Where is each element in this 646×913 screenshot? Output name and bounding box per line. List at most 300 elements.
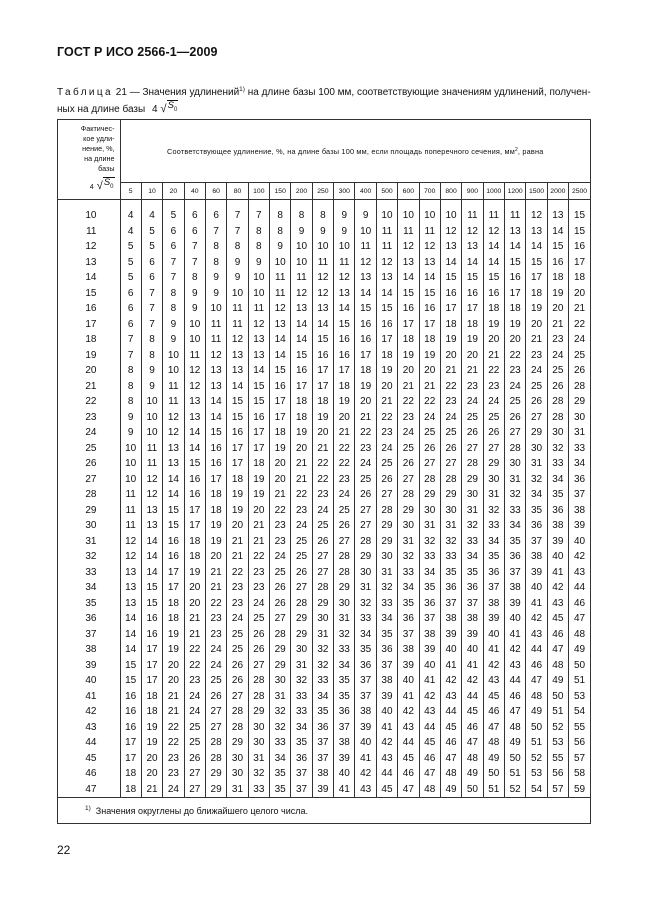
elongation-value-cell: 53 <box>573 690 586 702</box>
elongation-value-cell: 15 <box>205 425 226 441</box>
elongation-value-cell: 12 <box>462 224 483 240</box>
elongation-value-cell: 11 <box>355 239 376 255</box>
elongation-value-cell: 17 <box>334 363 355 379</box>
elongation-value-cell: 37 <box>291 782 312 798</box>
elongation-value-cell: 49 <box>462 766 483 782</box>
elongation-value-cell: 25 <box>355 472 376 488</box>
elongation-value-cell: 23 <box>205 627 226 643</box>
elongation-value-cell: 9 <box>355 208 376 224</box>
elongation-value-cell: 19 <box>205 534 226 550</box>
elongation-value-cell: 36 <box>291 751 312 767</box>
formula-coef: 4 <box>151 103 158 115</box>
elongation-value-cell: 19 <box>376 363 397 379</box>
elongation-value-cell: 49 <box>547 673 568 689</box>
elongation-value-cell: 58 <box>573 768 586 780</box>
elongation-value-cell: 37 <box>526 534 547 550</box>
elongation-value-cell: 27 <box>205 720 226 736</box>
elongation-value-cell: 16 <box>184 472 205 488</box>
elongation-value-cell: 18 <box>291 394 312 410</box>
elongation-value-cell: 26 <box>547 379 568 395</box>
elongation-value-cell: 27 <box>355 503 376 519</box>
elongation-value-cell: 20 <box>141 766 162 782</box>
elongation-value-cell: 19 <box>419 348 440 364</box>
elongation-value-cell: 45 <box>398 751 419 767</box>
elongation-value-cell: 41 <box>355 751 376 767</box>
elongation-value-cell: 31 <box>573 427 586 439</box>
elongation-value-cell: 15 <box>573 225 586 237</box>
elongation-value-cell: 34 <box>462 549 483 565</box>
elongation-value-cell: 32 <box>291 673 312 689</box>
elongation-value-cell: 22 <box>504 348 525 364</box>
elongation-value-cell: 14 <box>334 301 355 317</box>
elongation-value-cell: 30 <box>547 425 568 441</box>
elongation-value-cell: 29 <box>334 580 355 596</box>
elongation-value-cell: 33 <box>398 565 419 581</box>
elongation-value-cell: 41 <box>398 689 419 705</box>
elongation-value-cell: 10 <box>227 286 248 302</box>
elongation-value-cell: 33 <box>483 518 504 534</box>
elongation-value-cell: 52 <box>526 751 547 767</box>
elongation-value-cell: 33 <box>355 611 376 627</box>
elongation-value-cell: 17 <box>248 441 269 457</box>
elongation-value-cell: 9 <box>184 301 205 317</box>
elongation-value-cell: 11 <box>120 487 141 503</box>
elongation-value-cell: 24 <box>312 503 333 519</box>
elongation-value-cell: 19 <box>163 642 184 658</box>
elongation-value-cell: 5 <box>120 270 141 286</box>
elongation-value-cell: 32 <box>312 642 333 658</box>
table-row <box>58 456 590 472</box>
elongation-value-cell: 6 <box>120 286 141 302</box>
elongation-value-cell: 25 <box>248 611 269 627</box>
elongation-value-cell: 22 <box>163 720 184 736</box>
elongation-value-cell: 19 <box>227 487 248 503</box>
elongation-value-cell: 8 <box>270 208 291 224</box>
elongation-value-cell: 39 <box>547 534 568 550</box>
elongation-value-cell: 14 <box>547 224 568 240</box>
elongation-value-cell: 35 <box>526 503 547 519</box>
elongation-value-cell: 14 <box>376 286 397 302</box>
elongation-value-cell: 17 <box>419 317 440 333</box>
elongation-value-cell: 16 <box>120 704 141 720</box>
elongation-value-cell: 28 <box>334 565 355 581</box>
elongation-value-cell: 27 <box>205 704 226 720</box>
elongation-value-cell: 19 <box>163 627 184 643</box>
elongation-value-cell: 13 <box>312 301 333 317</box>
elongation-value-cell: 16 <box>120 720 141 736</box>
elongation-value-cell: 10 <box>291 239 312 255</box>
elongation-value-cell: 20 <box>334 410 355 426</box>
elongation-value-cell: 7 <box>141 286 162 302</box>
elongation-value-cell: 12 <box>312 286 333 302</box>
elongation-value-cell: 26 <box>462 425 483 441</box>
elongation-value-cell: 8 <box>120 363 141 379</box>
elongation-value-cell: 13 <box>291 301 312 317</box>
elongation-value-cell: 18 <box>270 425 291 441</box>
elongation-value-cell: 13 <box>398 255 419 271</box>
elongation-value-cell: 33 <box>270 735 291 751</box>
elongation-value-cell: 34 <box>483 534 504 550</box>
elongation-value-cell: 20 <box>163 673 184 689</box>
elongation-value-cell: 13 <box>120 565 141 581</box>
elongation-value-cell: 47 <box>462 735 483 751</box>
elongation-value-cell: 46 <box>526 658 547 674</box>
elongation-value-cell: 17 <box>141 658 162 674</box>
elongation-value-cell: 40 <box>504 611 525 627</box>
elongation-value-cell: 4 <box>120 208 141 224</box>
elongation-value-cell: 33 <box>419 549 440 565</box>
elongation-value-cell: 42 <box>483 658 504 674</box>
table-row <box>58 301 590 317</box>
elongation-value-cell: 43 <box>504 658 525 674</box>
elongation-value-cell: 17 <box>163 580 184 596</box>
elongation-value-cell: 40 <box>376 704 397 720</box>
elongation-value-cell: 21 <box>184 627 205 643</box>
elongation-value-cell: 13 <box>163 456 184 472</box>
elongation-value-cell: 37 <box>419 611 440 627</box>
elongation-value-cell: 39 <box>573 520 586 532</box>
elongation-value-cell: 25 <box>573 349 586 361</box>
actual-elongation-cell: 46 <box>58 766 120 782</box>
elongation-value-cell: 7 <box>163 270 184 286</box>
elongation-value-cell: 39 <box>398 658 419 674</box>
elongation-value-cell: 10 <box>163 348 184 364</box>
area-header-cell: 150 <box>270 183 291 200</box>
elongation-value-cell: 14 <box>248 363 269 379</box>
elongation-value-cell: 12 <box>526 208 547 224</box>
elongation-value-cell: 15 <box>227 410 248 426</box>
elongation-value-cell: 15 <box>355 301 376 317</box>
elongation-value-cell: 5 <box>120 255 141 271</box>
elongation-value-cell: 7 <box>141 317 162 333</box>
elongation-value-cell: 6 <box>184 224 205 240</box>
elongation-value-cell: 22 <box>483 363 504 379</box>
elongation-value-cell: 38 <box>504 580 525 596</box>
actual-elongation-cell: 39 <box>58 658 120 674</box>
elongation-value-cell: 26 <box>355 487 376 503</box>
page-number: 22 <box>57 843 71 857</box>
table-row <box>58 410 590 426</box>
elongation-value-cell: 11 <box>398 224 419 240</box>
elongation-value-cell: 8 <box>120 379 141 395</box>
elongation-value-cell: 37 <box>398 627 419 643</box>
elongation-value-cell: 18 <box>205 487 226 503</box>
elongation-value-cell: 14 <box>483 239 504 255</box>
elongation-value-cell: 25 <box>504 394 525 410</box>
elongation-value-cell: 21 <box>547 317 568 333</box>
elongation-value-cell: 22 <box>270 503 291 519</box>
elongation-value-cell: 36 <box>526 518 547 534</box>
elongation-value-cell: 23 <box>355 441 376 457</box>
elongation-value-cell: 23 <box>334 472 355 488</box>
elongation-value-cell: 15 <box>120 658 141 674</box>
elongation-value-cell: 8 <box>120 394 141 410</box>
area-header-cell: 900 <box>462 183 483 200</box>
elongation-value-cell: 45 <box>462 704 483 720</box>
elongation-value-cell: 20 <box>526 317 547 333</box>
elongation-value-cell: 59 <box>573 783 586 795</box>
elongation-value-cell: 45 <box>440 720 461 736</box>
area-header-cell: 20 <box>163 183 184 200</box>
elongation-value-cell: 26 <box>334 518 355 534</box>
actual-elongation-cell: 34 <box>58 580 120 596</box>
elongation-value-cell: 22 <box>312 456 333 472</box>
elongation-value-cell: 29 <box>483 456 504 472</box>
elongation-value-cell: 24 <box>398 425 419 441</box>
elongation-value-cell: 28 <box>547 410 568 426</box>
elongation-value-cell: 19 <box>462 332 483 348</box>
elongation-value-cell: 31 <box>291 658 312 674</box>
elongation-value-cell: 17 <box>440 301 461 317</box>
elongation-value-cell: 21 <box>270 487 291 503</box>
elongation-value-cell: 18 <box>163 596 184 612</box>
table-row <box>58 534 590 550</box>
elongation-value-cell: 35 <box>504 534 525 550</box>
elongation-value-cell: 15 <box>291 348 312 364</box>
elongation-value-cell: 17 <box>141 673 162 689</box>
elongation-value-cell: 40 <box>419 658 440 674</box>
table-row <box>58 549 590 565</box>
elongation-value-cell: 17 <box>205 472 226 488</box>
actual-elongation-cell: 27 <box>58 472 120 488</box>
elongation-value-cell: 27 <box>526 410 547 426</box>
elongation-value-cell: 40 <box>334 766 355 782</box>
area-header-row <box>58 183 590 200</box>
table-row <box>58 286 590 302</box>
elongation-value-cell: 27 <box>184 782 205 798</box>
elongation-value-cell: 21 <box>163 704 184 720</box>
elongation-value-cell: 26 <box>483 425 504 441</box>
elongation-value-cell: 35 <box>376 627 397 643</box>
elongation-value-cell: 15 <box>483 270 504 286</box>
elongation-value-cell: 14 <box>398 270 419 286</box>
elongation-value-cell: 14 <box>141 549 162 565</box>
elongation-value-cell: 12 <box>419 239 440 255</box>
elongation-value-cell: 36 <box>462 580 483 596</box>
elongation-value-cell: 24 <box>163 782 184 798</box>
elongation-value-cell: 10 <box>120 456 141 472</box>
elongation-value-cell: 14 <box>120 611 141 627</box>
elongation-value-cell: 11 <box>334 255 355 271</box>
elongation-value-cell: 43 <box>483 673 504 689</box>
elongation-value-cell: 39 <box>334 751 355 767</box>
area-header-cell: 800 <box>440 183 461 200</box>
elongation-value-cell: 25 <box>227 642 248 658</box>
elongation-value-cell: 37 <box>291 766 312 782</box>
elongation-value-cell: 32 <box>419 534 440 550</box>
elongation-value-cell: 33 <box>547 456 568 472</box>
elongation-value-cell: 21 <box>398 379 419 395</box>
elongation-value-cell: 10 <box>270 255 291 271</box>
elongation-value-cell: 33 <box>291 689 312 705</box>
elongation-value-cell: 12 <box>355 255 376 271</box>
elongation-value-cell: 17 <box>376 332 397 348</box>
elongation-value-cell: 11 <box>227 317 248 333</box>
elongation-value-cell: 8 <box>141 332 162 348</box>
elongation-value-cell: 24 <box>419 410 440 426</box>
table-row <box>58 704 590 720</box>
elongation-value-cell: 28 <box>355 534 376 550</box>
elongation-value-cell: 9 <box>334 208 355 224</box>
actual-elongation-cell: 22 <box>58 394 120 410</box>
elongation-value-cell: 38 <box>547 518 568 534</box>
elongation-value-cell: 30 <box>462 487 483 503</box>
elongation-value-cell: 14 <box>227 379 248 395</box>
elongation-value-cell: 36 <box>440 580 461 596</box>
elongation-value-cell: 54 <box>573 706 586 718</box>
elongation-value-cell: 11 <box>462 208 483 224</box>
elongation-value-cell: 57 <box>573 752 586 764</box>
elongation-value-cell: 10 <box>184 317 205 333</box>
elongation-value-cell: 24 <box>483 394 504 410</box>
elongation-value-cell: 32 <box>334 627 355 643</box>
elongation-value-cell: 16 <box>355 332 376 348</box>
elongation-value-cell: 40 <box>355 735 376 751</box>
elongation-value-cell: 47 <box>573 613 586 625</box>
elongation-value-cell: 17 <box>184 503 205 519</box>
area-header-cell: 2500 <box>569 183 590 200</box>
elongation-value-cell: 24 <box>205 642 226 658</box>
actual-elongation-cell: 41 <box>58 689 120 705</box>
elongation-value-cell: 21 <box>440 363 461 379</box>
elongation-value-cell: 40 <box>440 642 461 658</box>
elongation-value-cell: 29 <box>440 487 461 503</box>
elongation-value-cell: 12 <box>248 317 269 333</box>
elongation-value-cell: 18 <box>163 611 184 627</box>
elongation-value-cell: 13 <box>205 363 226 379</box>
table-row <box>58 379 590 395</box>
elongation-value-cell: 32 <box>376 580 397 596</box>
elongation-value-cell: 31 <box>398 534 419 550</box>
elongation-value-cell: 41 <box>376 720 397 736</box>
elongation-value-cell: 17 <box>504 286 525 302</box>
elongation-value-cell: 28 <box>440 472 461 488</box>
elongation-value-cell: 14 <box>205 394 226 410</box>
elongation-value-cell: 47 <box>440 751 461 767</box>
elongation-value-cell: 36 <box>504 549 525 565</box>
elongation-value-cell: 24 <box>184 689 205 705</box>
elongation-value-cell: 8 <box>312 208 333 224</box>
elongation-value-cell: 37 <box>355 689 376 705</box>
elongation-value-cell: 51 <box>504 766 525 782</box>
elongation-value-cell: 14 <box>419 270 440 286</box>
elongation-value-cell: 18 <box>120 766 141 782</box>
elongation-value-cell: 17 <box>355 348 376 364</box>
elongation-value-cell: 22 <box>184 658 205 674</box>
elongation-value-cell: 7 <box>227 224 248 240</box>
elongation-value-cell: 18 <box>141 689 162 705</box>
elongation-value-cell: 14 <box>312 317 333 333</box>
actual-elongation-cell: 26 <box>58 456 120 472</box>
elongation-value-cell: 9 <box>334 224 355 240</box>
elongation-value-cell: 35 <box>291 735 312 751</box>
elongation-value-cell: 22 <box>334 456 355 472</box>
elongation-value-cell: 37 <box>376 658 397 674</box>
elongation-value-cell: 28 <box>291 596 312 612</box>
area-header-cell: 2000 <box>547 183 568 200</box>
elongation-value-cell: 29 <box>419 487 440 503</box>
elongation-value-cell: 21 <box>355 410 376 426</box>
elongation-value-cell: 29 <box>355 549 376 565</box>
elongation-value-cell: 18 <box>184 534 205 550</box>
elongation-value-cell: 16 <box>141 627 162 643</box>
elongation-value-cell: 25 <box>526 379 547 395</box>
elongation-value-cell: 7 <box>205 224 226 240</box>
elongation-value-cell: 28 <box>573 380 586 392</box>
elongation-value-cell: 49 <box>573 644 586 656</box>
elongation-value-cell: 16 <box>205 441 226 457</box>
elongation-value-cell: 32 <box>248 766 269 782</box>
elongation-value-cell: 29 <box>205 766 226 782</box>
elongation-value-cell: 14 <box>462 255 483 271</box>
actual-elongation-cell: 33 <box>58 565 120 581</box>
elongation-value-cell: 50 <box>573 659 586 671</box>
elongation-value-cell: 16 <box>227 425 248 441</box>
elongation-value-cell: 17 <box>163 565 184 581</box>
elongation-value-cell: 22 <box>398 394 419 410</box>
elongation-value-cell: 6 <box>120 317 141 333</box>
elongation-value-cell: 21 <box>227 534 248 550</box>
elongation-value-cell: 19 <box>141 720 162 736</box>
area-header-cell: 300 <box>334 183 355 200</box>
elongation-value-cell: 7 <box>141 301 162 317</box>
elongation-value-cell: 26 <box>270 580 291 596</box>
elongation-value-cell: 27 <box>462 441 483 457</box>
elongation-value-cell: 10 <box>163 363 184 379</box>
elongation-value-cell: 39 <box>312 782 333 798</box>
elongation-value-cell: 32 <box>440 534 461 550</box>
elongation-value-cell: 15 <box>184 456 205 472</box>
elongation-value-cell: 6 <box>163 224 184 240</box>
elongation-value-cell: 19 <box>483 317 504 333</box>
elongation-value-cell: 44 <box>376 766 397 782</box>
elongation-value-cell: 30 <box>291 642 312 658</box>
actual-elongation-cell: 28 <box>58 487 120 503</box>
elongation-value-cell: 33 <box>334 642 355 658</box>
elongation-value-cell: 20 <box>504 332 525 348</box>
elongation-value-cell: 9 <box>163 332 184 348</box>
elongation-value-cell: 25 <box>334 503 355 519</box>
elongation-value-cell: 29 <box>462 472 483 488</box>
elongation-value-cell: 14 <box>526 239 547 255</box>
elongation-value-cell: 28 <box>205 735 226 751</box>
elongation-value-cell: 11 <box>163 379 184 395</box>
elongation-value-cell: 27 <box>504 425 525 441</box>
elongation-value-cell: 32 <box>355 596 376 612</box>
elongation-value-cell: 35 <box>270 782 291 798</box>
elongation-value-cell: 13 <box>248 332 269 348</box>
elongation-value-cell: 9 <box>205 286 226 302</box>
table-caption <box>57 82 597 117</box>
elongation-value-cell: 9 <box>312 224 333 240</box>
elongation-value-cell: 28 <box>270 627 291 643</box>
elongation-value-cell: 19 <box>291 425 312 441</box>
elongation-value-cell: 16 <box>205 456 226 472</box>
elongation-value-cell: 30 <box>526 441 547 457</box>
elongation-value-cell: 33 <box>376 596 397 612</box>
elongation-value-cell: 20 <box>419 363 440 379</box>
elongation-value-cell: 35 <box>334 689 355 705</box>
actual-elongation-cell: 35 <box>58 596 120 612</box>
elongation-value-cell: 13 <box>141 518 162 534</box>
elongation-value-cell: 43 <box>355 782 376 798</box>
elongation-value-cell: 31 <box>248 751 269 767</box>
actual-elongation-cell: 31 <box>58 534 120 550</box>
elongation-value-cell: 17 <box>270 394 291 410</box>
elongation-value-cell: 43 <box>440 689 461 705</box>
elongation-value-cell: 25 <box>270 565 291 581</box>
elongation-value-cell: 15 <box>141 580 162 596</box>
